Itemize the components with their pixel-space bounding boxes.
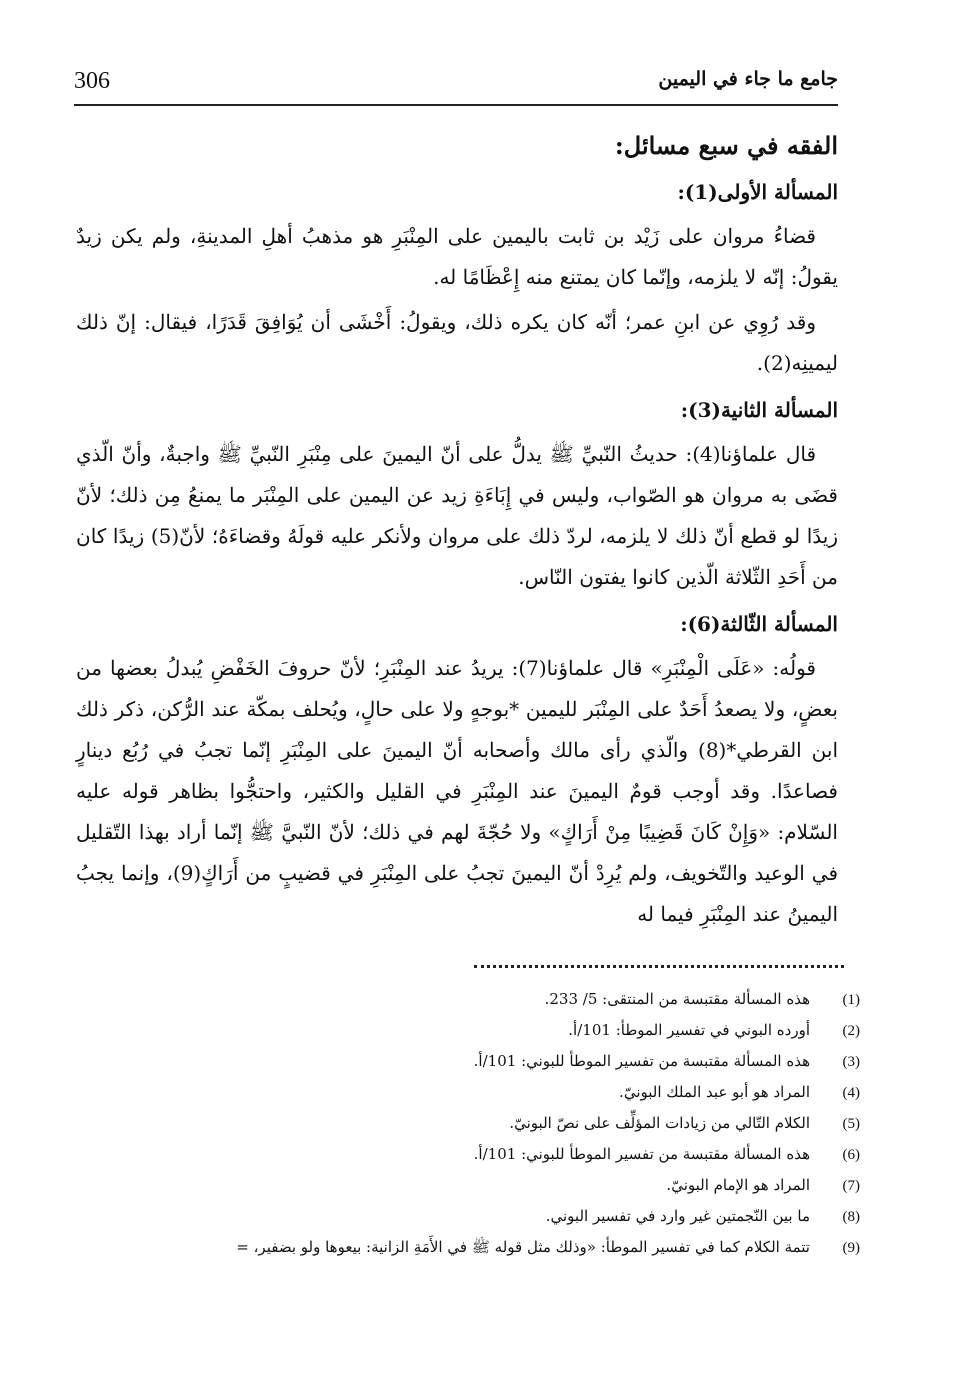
main-text bbox=[76, 122, 838, 939]
question-2-heading: المسألة الثانية(3): bbox=[680, 398, 838, 422]
footnote-number: (2) bbox=[842, 1023, 860, 1039]
footnote-text: أورده البوني في تفسير الموطأ: 101/أ. bbox=[568, 1021, 810, 1039]
question-3-heading: المسألة الثّالثة(6): bbox=[680, 612, 838, 636]
footnote-item bbox=[76, 1232, 860, 1263]
footnote-number: (8) bbox=[842, 1209, 860, 1225]
footnote-separator bbox=[474, 965, 844, 968]
footnote-item bbox=[76, 1077, 860, 1108]
footnote-text: الكلام التّالي من زيادات المؤلِّف على نصّ البونيّ. bbox=[509, 1114, 810, 1132]
footnote-text: هذه المسألة مقتبسة من تفسير الموطأ للبوني: 101/أ. bbox=[473, 1052, 810, 1070]
footnote-number: (9) bbox=[842, 1240, 860, 1256]
question-2-paragraph-1: قال علماؤنا(4): حديثُ النّبيِّ ﷺ يدلُّ على أنّ اليمينَ على مِنْبَرِ النّبيِّ ﷺ واجبةٌ، وأنّ الّذي قضَى به مروان هو الصّواب، وليس في إِبَاءَةِ زيد عن اليمين على المِنْبَر ما يمنعُ مِن ذلك؛ لأنّ زيدًا لو قطع أنّ ذلك لا يلزمه، لردّ ذلك على مروان ولأنكر عليه قولَهُ وقضاءَهُ؛ لأنّ(5) زيدًا كان من أَحَدِ الثّلاثة الّذين كانوا يفتون النّاس. bbox=[76, 442, 838, 589]
footnote-text: هذه المسألة مقتبسة من تفسير الموطأ للبوني: 101/أ. bbox=[473, 1145, 810, 1163]
footnote-item bbox=[76, 1046, 860, 1077]
footnote-item bbox=[76, 1170, 860, 1201]
footnote-number: (7) bbox=[842, 1178, 860, 1194]
footnote-text: المراد هو الإمام البونيّ. bbox=[666, 1176, 810, 1194]
footnote-text: ما بين النّجمتين غير وارد في تفسير البوني. bbox=[545, 1207, 810, 1225]
header-rule bbox=[74, 104, 838, 106]
footnote-number: (4) bbox=[842, 1085, 860, 1101]
section-title: الفقه في سبع مسائل: bbox=[614, 131, 838, 160]
footnote-item bbox=[76, 1015, 860, 1046]
footnote-text: المراد هو أبو عبد الملك البونيّ. bbox=[619, 1083, 810, 1101]
question-1-paragraph-1: قضاءُ مروان على زَيْد بن ثابت باليمين على المِنْبَرِ هو مذهبُ أهلِ المدينةِ، ولم يكن زيدٌ يقولُ: إنّه لا يلزمه، وإنّما كان يمتنع منه إِعْظَامًا له. bbox=[76, 224, 838, 289]
footnote-number: (5) bbox=[842, 1116, 860, 1132]
footnote-text: هذه المسألة مقتبسة من المنتقى: 5/ 233. bbox=[544, 990, 810, 1008]
footnote-item bbox=[76, 984, 860, 1015]
footnote-number: (6) bbox=[842, 1147, 860, 1163]
question-1-paragraph-2: وقد رُوِي عن ابنِ عمر؛ أنّه كان يكره ذلك، ويقولُ: أَخْشَى أن يُوَافِقَ قَدَرًا، فيقال: إنّ ذلك ليمينِه(2). bbox=[76, 310, 838, 375]
footnote-item bbox=[76, 1108, 860, 1139]
page-number: 306 bbox=[74, 68, 110, 94]
footnote-number: (3) bbox=[842, 1054, 860, 1070]
footnote-item bbox=[76, 1139, 860, 1170]
question-1-heading: المسألة الأولى(1): bbox=[677, 180, 838, 204]
page-header bbox=[74, 64, 838, 102]
running-title: جامع ما جاء في اليمين bbox=[658, 68, 838, 90]
question-3-paragraph-1: قولُه: «عَلَى الْمِنْبَرِ» قال علماؤنا(7): يريدُ عند المِنْبَرِ؛ لأنّ حروفَ الخَفْضِ يُبدلُ بعضها من بعضٍ، ولا يصعدُ أَحَدٌ على المِنْبَر لليمين *بوجهٍ ولا على حالٍ، ويُحلف بمكّة عند الرُّكن، ذكر ذلك ابن القرطي*(8) والّذي رأى مالك وأصحابه أنّ اليمينَ على المِنْبَرِ إنّما تجبُ في رُبُع دينارٍ فصاعدًا. وقد أوجب قومٌ اليمينَ عند المِنْبَرِ في القليل والكثير، واحتجُّوا بظاهر قوله عليه السّلام: «وَإِنْ كَانَ قَضِيبًا مِنْ أَرَاكٍ» ولا حُجّةَ لهم في ذلك؛ لأنّ النّبيَّ ﷺ إنّما أراد بهذا التّقليل في الوعيد والتّخويف، ولم يُرِدْ أنّ اليمينَ تجبُ على المِنْبَرِ في قضيبٍ من أَرَاكٍ(9)، وإنما يجبُ اليمينُ عند المِنْبَرِ فيما له bbox=[76, 656, 839, 926]
footnote-number: (1) bbox=[842, 992, 860, 1008]
footnote-item bbox=[76, 1201, 860, 1232]
footnote-text: تتمة الكلام كما في تفسير الموطأ: «وذلك مثل قوله ﷺ في الأَمَةِ الزانية: بيعوها ولو بضفير، = bbox=[236, 1238, 810, 1256]
footnotes bbox=[76, 984, 860, 1263]
